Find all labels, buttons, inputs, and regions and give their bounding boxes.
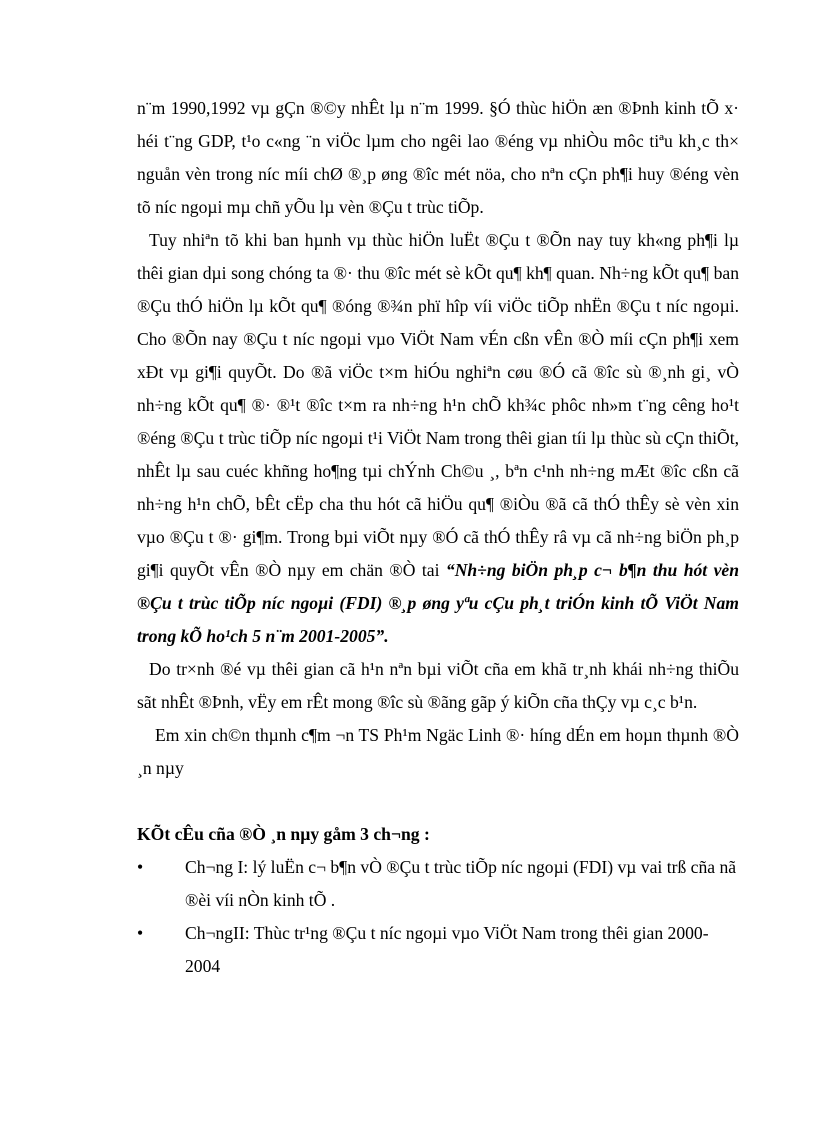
- paragraph-3: Do tr×nh ®é vµ thêi gian cã h¹n nªn bµi viÕt cña em khã tr¸nh khái nh÷ng thiÕu sãt nhÊt ®Þnh, vËy em rÊt mong ®îc sù ®ãng gãp ý kiÕn cña thÇy vµ c¸c b¹n.: [137, 659, 739, 712]
- bullet-icon: •: [137, 857, 144, 877]
- document-body: [137, 92, 739, 983]
- chapter-text: Ch¬ng I: lý luËn c¬ b¶n vÒ ®Çu t trùc tiÕp níc ngoµi (FDI) vµ vai trß cña nã ®èi víi nÒn kinh tÕ .: [185, 857, 737, 910]
- chapter-item-1: [137, 851, 739, 917]
- paragraph-1: n¨m 1990,1992 vµ gÇn ®©y nhÊt lµ n¨m 1999. §Ó thùc hiÖn æn ®Þnh kinh tÕ x· héi t¨ng GDP, t¹o c«ng ¨n viÖc lµm cho ngêi lao ®éng vµ nhiÒu môc tiªu kh¸c th× nguån vèn trong níc míi chØ ®¸p øng ®îc mét nöa, cho nªn cÇn ph¶i huy ®éng vèn tõ níc ngoµi mµ chñ yÕu lµ vèn ®Çu t trùc tiÕp.: [137, 98, 739, 217]
- structure-heading: KÕt cÊu cña ®Ò ¸n nµy gåm 3 ch¬ng :: [137, 824, 430, 844]
- paragraph-4: Em xin ch©n thµnh c¶m ¬n TS Ph¹m Ngäc Linh ®· híng dÉn em hoµn thµnh ®Ò ¸n nµy: [137, 725, 739, 778]
- paragraph-2: [137, 224, 739, 653]
- thesis-title: “Nh÷ng biÖn ph¸p c¬ b¶n thu hót vèn ®Çu t trùc tiÕp níc ngoµi (FDI) ®¸p øng yªu cÇu ph¸t triÓn kinh tÕ ViÖt Nam trong kÕ ho¹ch 5 n¨m 2001-2005”.: [137, 560, 740, 646]
- chapter-text: Ch¬ngII: Thùc tr¹ng ®Çu t níc ngoµi vµo ViÖt Nam trong thêi gian 2000-2004: [185, 923, 709, 976]
- bullet-icon: •: [137, 923, 144, 943]
- paragraph-2-text: Tuy nhiªn tõ khi ban hµnh vµ thùc hiÖn luËt ®Çu t ®Õn nay tuy kh«ng ph¶i lµ thêi gian dµi song chóng ta ®· thu ®îc mét sè kÕt qu¶ kh¶ quan. Nh÷ng kÕt qu¶ ban ®Çu thÓ hiÖn lµ kÕt qu¶ ®óng ®¾n phï hîp víi viÖc tiÕp nhËn ®Çu t níc ngoµi. Cho ®Õn nay ®Çu t níc ngoµi vµo ViÖt Nam vÉn cßn vÊn ®Ò míi cÇn ph¶i xem xÐt vµ gi¶i quyÕt. Do ®ã viÖc t×m hiÓu nghiªn cøu ®Ó cã ®îc sù ®¸nh gi¸ vÒ nh÷ng kÕt qu¶ ®· ®¹t ®îc t×m ra nh÷ng h¹n chÕ kh¾c phôc nh»m t¨ng cêng ho¹t ®éng ®Çu t trùc tiÕp níc ngoµi t¹i ViÖt Nam trong thêi gian tíi lµ thùc sù cÇn thiÕt, nhÊt lµ sau cuéc khñng ho¶ng tµi chÝnh Ch©u ¸, bªn c¹nh nh÷ng mÆt ®îc cßn cã nh÷ng h¹n chÕ, bÊt cËp cha thu hót cã hiÖu qu¶ ®iÒu ®ã cã thÓ thÊy sè vèn xin vµo ®Çu t ®· gi¶m. Trong bµi viÕt nµy ®Ó cã thÓ thÊy râ vµ cã nh÷ng biÖn ph¸p gi¶i quyÕt vÊn ®Ò nµy em chän ®Ò tai: [137, 230, 739, 580]
- chapter-item-2: [137, 917, 739, 983]
